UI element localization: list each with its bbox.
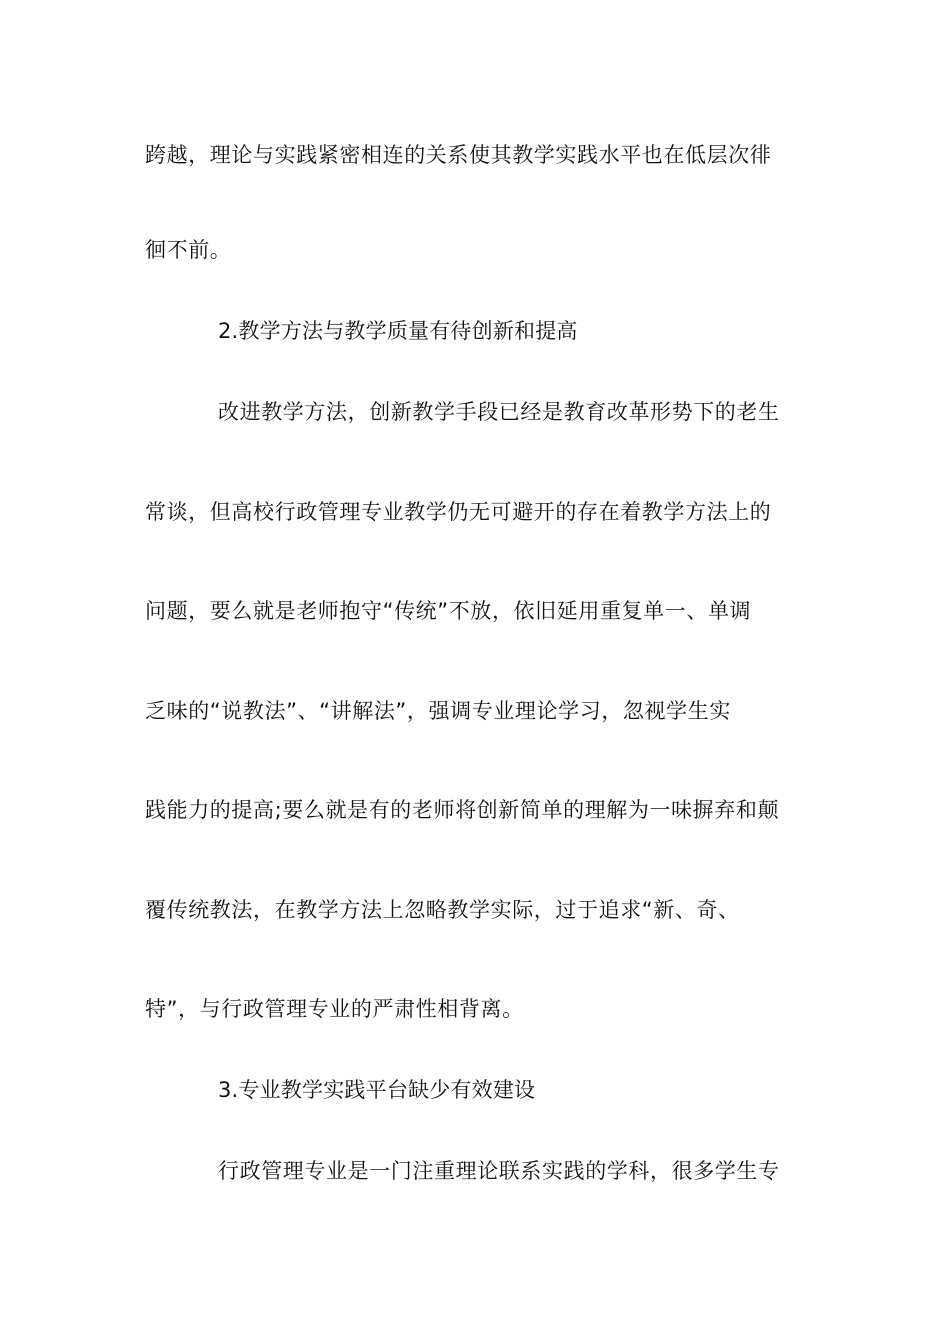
paragraph-line: 覆传统教法，在教学方法上忽略教学实际，过于追求“新、奇、: [145, 898, 740, 922]
section-heading: 3.专业教学实践平台缺少有效建设: [218, 1078, 536, 1102]
paragraph-line: 徊不前。: [145, 238, 232, 262]
paragraph-line: 问题，要么就是老师抱守“传统”不放，依旧延用重复单一、单调: [145, 599, 752, 623]
paragraph-line: 常谈，但高校行政管理专业教学仍无可避开的存在着教学方法上的: [145, 500, 772, 524]
paragraph-line: 践能力的提高;要么就是有的老师将创新简单的理解为一味摒弃和颠: [145, 798, 780, 822]
section-heading: 2.教学方法与教学质量有待创新和提高: [218, 319, 578, 343]
paragraph-line: 特”，与行政管理专业的严肃性相背离。: [145, 997, 524, 1021]
paragraph-line: 乏味的“说教法”、“讲解法”，强调专业理论学习，忽视学生实: [145, 699, 731, 723]
paragraph-line: 行政管理专业是一门注重理论联系实践的学科，很多学生专: [218, 1159, 780, 1183]
paragraph-line: 跨越，理论与实践紧密相连的关系使其教学实践水平也在低层次徘: [145, 143, 772, 167]
paragraph-line: 改进教学方法，创新教学手段已经是教育改革形势下的老生: [218, 400, 780, 424]
